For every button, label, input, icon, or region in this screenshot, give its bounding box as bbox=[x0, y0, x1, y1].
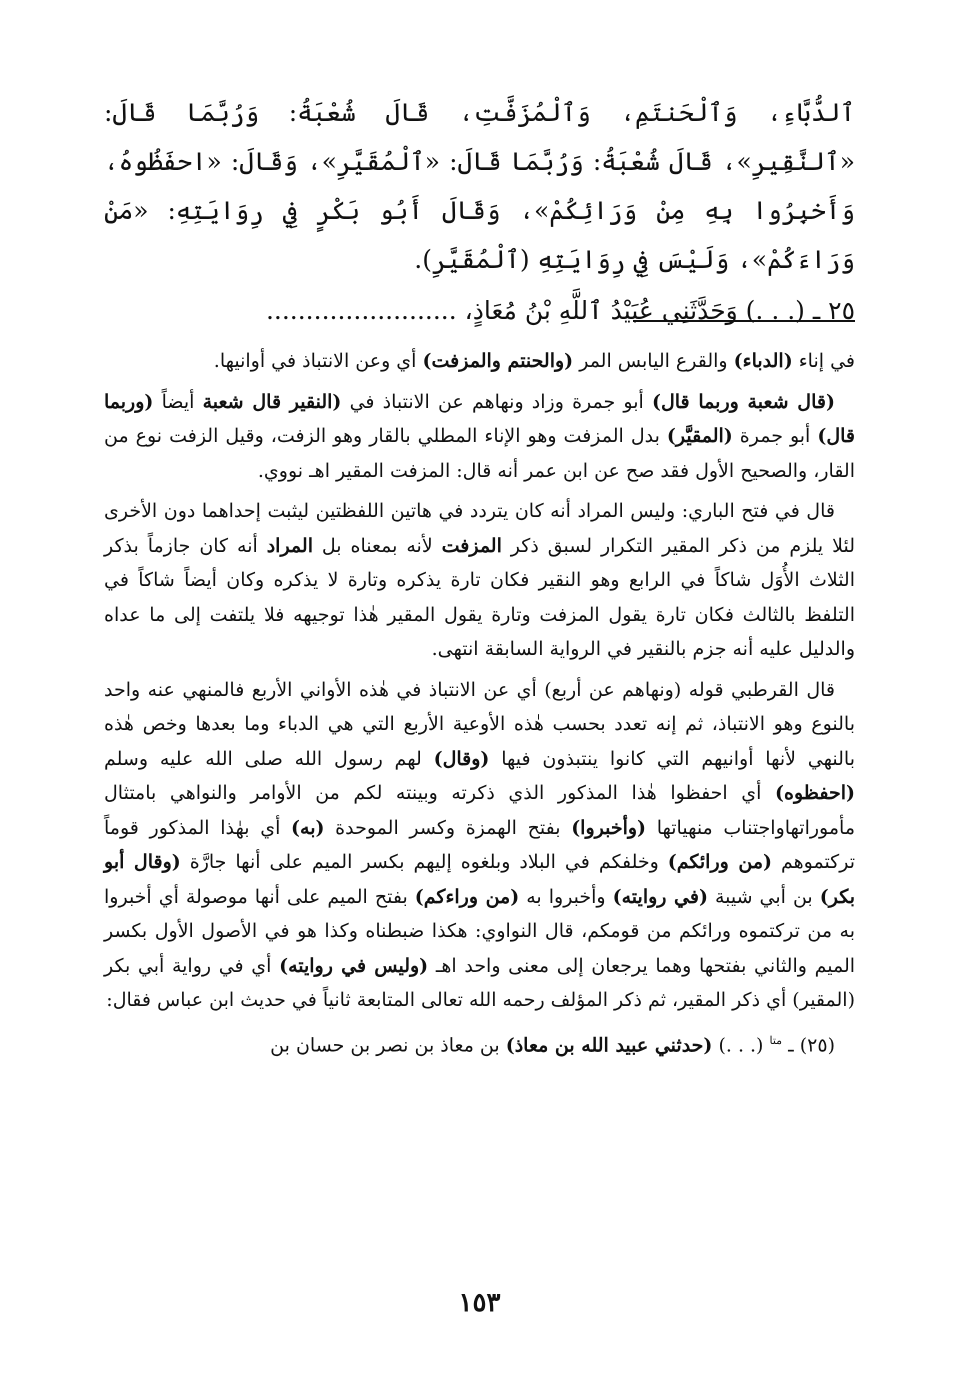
bold-term: (به) bbox=[291, 816, 325, 839]
hadith-paragraph: ٱلدُّبَّاءِ، وَٱلْحَنتَمِ، وَٱلْمُزَفَّتِ، قَالَ شُعْبَةُ: وَرُبَّمَا قَالَ: «ٱلنَّقِيرِ»، قَالَ شُعْبَةُ: وَرُبَّمَا قَالَ: «ٱلْمُقَيَّرِ»، وَقَالَ: «احفَظُوهُ، وَأَخبِرُوا بِهِ مِنْ وَرَائِكُمْ»، وَقَالَ أَبُو بَكْرٍ فِي رِوَايَتِهِ: «مَنْ وَرَاءَكُمْ»، وَلَيْسَ فِي رِوَايَتِهِ (ٱلْمُقَيَّرِ). bbox=[104, 98, 855, 274]
bold-term: المراد bbox=[266, 534, 313, 557]
bold-term: (النقير قال شعبة bbox=[202, 390, 342, 413]
bold-term: (حدثني عبيد الله بن معاذ) bbox=[505, 1033, 713, 1056]
next-hadith-opening: ٢٥ ـ (. . .) وَحَدَّثَنِي عُبَيْدُ ٱللَّهِ بْنُ مُعَاذٍ، ........................ bbox=[265, 296, 855, 325]
hadith-text bbox=[104, 88, 855, 335]
commentary-paragraph: قال في فتح الباري: وليس المراد أنه كان يتردد في هاتين اللفظتين ليثبت إحداهما دون الأخرى لئلا يلزم من ذكر المقير التكرار لسبق ذكر المزفت لأنه بمعناه بل المراد أنه كان جازماً بذكر الثلاث الأُوَل شاكاً في الرابع وهو النقير فكان تارة يذكره وتارة لا يذكره وكان أيضاً شاكاً في التلفظ بالثالث فكان تارة يقول المزفت وتارة يقول المقير هٰذا توجيهه فلا يلتفت إلى ما عداه والدليل عليه أنه جزم بالنقير في الرواية السابقة انتهى. bbox=[104, 500, 855, 660]
bold-term: (الدباء) bbox=[733, 350, 793, 372]
footnote-divider bbox=[633, 320, 855, 322]
commentary-paragraph: في إناء (الدباء) والقرع اليابس المر (والحنتم والمزفت) أي وعن الانتباذ في أوانيها. bbox=[213, 350, 855, 372]
bold-term: (وقال أبو بكر) bbox=[104, 851, 855, 908]
bold-term: (في روايته) bbox=[612, 885, 708, 908]
bold-term: (قال شعبة وربما قال) bbox=[651, 390, 835, 413]
commentary-paragraph: (٢٥) ـ $^{متا}$ (. . .) (حدثني عبيد الله بن معاذ) بن معاذ بن نصر بن حسان بن bbox=[270, 1033, 835, 1056]
reference-mark: متا bbox=[769, 1033, 783, 1047]
bold-term: (من وراءكم) bbox=[414, 885, 520, 908]
bold-term: (وأخبروا) bbox=[571, 816, 647, 839]
bold-term: (وليس في روايته) bbox=[279, 954, 429, 977]
commentary-paragraph: قال القرطبي قوله (ونهاهم عن أربع) أي عن الانتباذ في هٰذه الأواني الأربع فالمنهي عنه واحد بالنوع وهو الانتباذ، ثم إنه تعدد بحسب هٰذه الأوعية الأربع التي هي الدباء وما بعدها وخص هٰذه بالنهي لأنها أوانيهم التي كانوا ينتبذون فيها (وقال) لهم رسول الله صلى الله عليه وسلم (احفظوه) أي احفظوا هٰذا المذكور الذي ذكرته وبينته لكم من الأوامر والنواهي بامتثال مأموراتهاواجتناب منهياتها (وأخبروا) بفتح الهمزة وكسر الموحدة (به) أي بهٰذا المذكور قوماً تركتموهم (من ورائكم) وخلفكم في البلاد وبلغوه إليهم بكسر الميم على أنها جارَّة (وقال أبو بكر) بن أبي شيبة (في روايته) وأخبروا به (من وراءكم) بفتح الميم على أنها موصولة أي أخبروا به من تركتموه ورائكم من قومكم، قال النواوي: هكذا ضبطناه وكذا هو في الأصول الأول بكسر الميم والثاني بفتحها وهما يرجعان إلى معنى واحد اهـ (وليس في روايته) أي في رواية أبي بكر (المقير) أي ذكر المقير، ثم ذكر المؤلف رحمه الله تعالى المتابعة ثانياً في حديث ابن عباس فقال: bbox=[104, 678, 856, 1011]
bold-term: المزفت bbox=[441, 534, 502, 557]
commentary bbox=[104, 344, 855, 1068]
bold-term: (والحنتم والمزفت) bbox=[422, 350, 574, 372]
bold-term: (وربما قال) bbox=[104, 390, 856, 447]
bold-term: (من ورائكم) bbox=[667, 851, 772, 873]
bold-term: (وقال) bbox=[433, 747, 490, 770]
bold-term: (المقيَّر) bbox=[666, 425, 733, 447]
commentary-paragraph: (قال شعبة وربما قال) أبو جمرة وزاد ونهاهم عن الانتباذ في (النقير قال شعبة أيضاً (وربما قال) أبو جمرة (المقيَّر) بدل المزفت وهو الإناء المطلي بالقار وهو الزفت، وقيل الزفت نوع من القار، والصحيح الأول فقد صح عن ابن عمر أنه قال: المزفت المقير اهـ نووي. bbox=[104, 390, 856, 482]
bold-term: (احفظوه) bbox=[775, 782, 855, 804]
page-number: ١٥٣ bbox=[458, 1288, 501, 1318]
